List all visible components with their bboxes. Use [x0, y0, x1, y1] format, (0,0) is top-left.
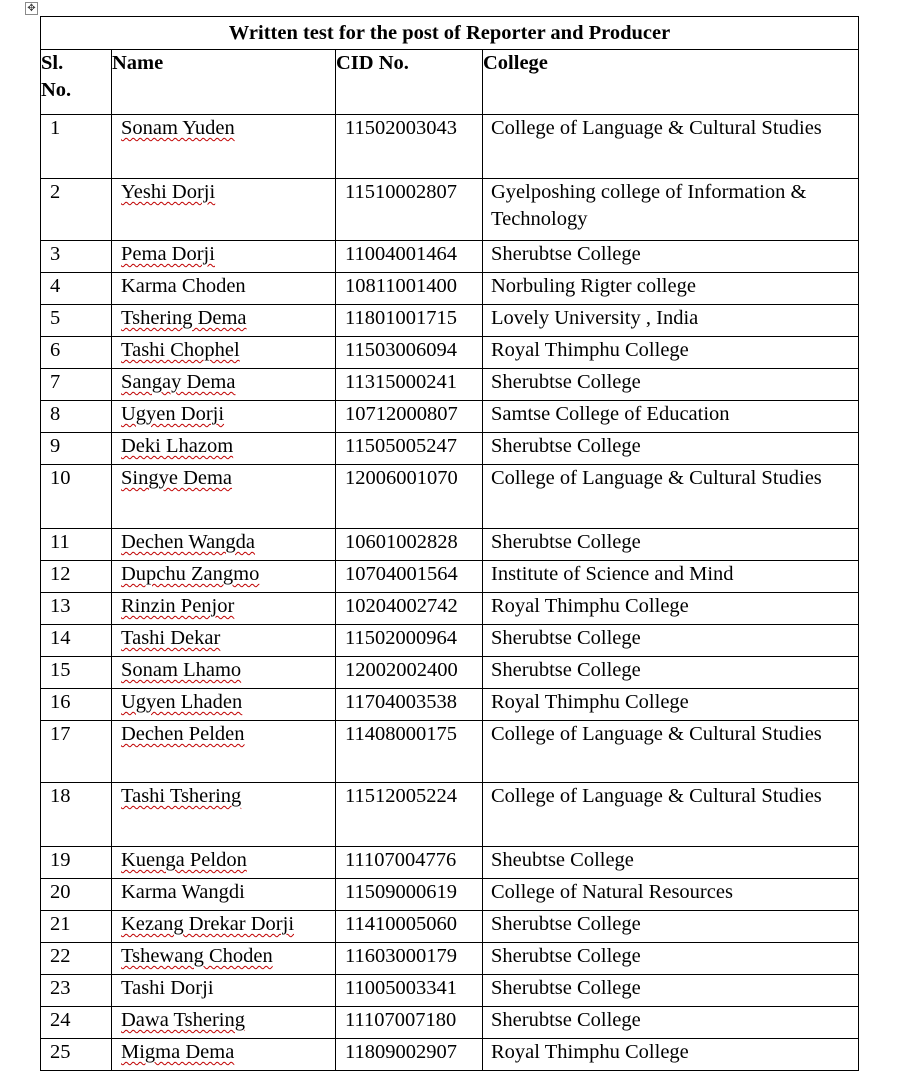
- row-cid: 11502000964: [336, 625, 483, 657]
- row-cid: 10204002742: [336, 593, 483, 625]
- table-row: [41, 433, 859, 465]
- row-college: Samtse College of Education: [483, 401, 859, 433]
- row-college: Royal Thimphu College: [483, 1039, 859, 1071]
- table-row: [41, 593, 859, 625]
- row-name: Tashi Tshering: [112, 783, 336, 847]
- row-college: College of Natural Resources: [483, 879, 859, 911]
- row-sl-no: 22: [41, 943, 112, 975]
- row-name: Karma Wangdi: [112, 879, 336, 911]
- row-name: Tashi Dekar: [112, 625, 336, 657]
- table-row: [41, 529, 859, 561]
- table-row: [41, 879, 859, 911]
- row-cid: 11801001715: [336, 305, 483, 337]
- table-row: [41, 975, 859, 1007]
- row-cid: 10811001400: [336, 273, 483, 305]
- row-sl-no: 4: [41, 273, 112, 305]
- table-row: [41, 1039, 859, 1071]
- row-sl-no: 14: [41, 625, 112, 657]
- row-cid: 11503006094: [336, 337, 483, 369]
- table-row: [41, 689, 859, 721]
- row-college: Royal Thimphu College: [483, 593, 859, 625]
- row-sl-no: 17: [41, 721, 112, 783]
- row-sl-no: 19: [41, 847, 112, 879]
- row-cid: 11005003341: [336, 975, 483, 1007]
- row-sl-no: 23: [41, 975, 112, 1007]
- row-name: Singye Dema: [112, 465, 336, 529]
- row-cid: 10712000807: [336, 401, 483, 433]
- row-cid: 11107004776: [336, 847, 483, 879]
- row-name: Pema Dorji: [112, 241, 336, 273]
- table-body: [41, 115, 859, 1071]
- row-name: Tashi Dorji: [112, 975, 336, 1007]
- row-sl-no: 16: [41, 689, 112, 721]
- candidate-table: [40, 16, 859, 1071]
- table-row: [41, 721, 859, 783]
- row-name: Kezang Drekar Dorji: [112, 911, 336, 943]
- row-college: Sherubtse College: [483, 911, 859, 943]
- table-row: [41, 401, 859, 433]
- table-row: [41, 911, 859, 943]
- table-row: [41, 241, 859, 273]
- row-college: Sheubtse College: [483, 847, 859, 879]
- row-name: Ugyen Dorji: [112, 401, 336, 433]
- row-cid: 12006001070: [336, 465, 483, 529]
- row-college: College of Language & Cultural Studies: [483, 115, 859, 179]
- row-cid: 11809002907: [336, 1039, 483, 1071]
- row-sl-no: 8: [41, 401, 112, 433]
- row-sl-no: 21: [41, 911, 112, 943]
- row-cid: 11502003043: [336, 115, 483, 179]
- row-name: Yeshi Dorji: [112, 179, 336, 241]
- row-name: Tshering Dema: [112, 305, 336, 337]
- row-sl-no: 5: [41, 305, 112, 337]
- header-sl-no: Sl. No.: [41, 50, 112, 115]
- table-title: Written test for the post of Reporter and Producer: [41, 17, 859, 50]
- row-college: Institute of Science and Mind: [483, 561, 859, 593]
- row-name: Tshewang Choden: [112, 943, 336, 975]
- row-sl-no: 12: [41, 561, 112, 593]
- row-sl-no: 15: [41, 657, 112, 689]
- row-college: Sherubtse College: [483, 625, 859, 657]
- row-sl-no: 6: [41, 337, 112, 369]
- row-name: Karma Choden: [112, 273, 336, 305]
- header-college: College: [483, 50, 859, 115]
- row-cid: 11603000179: [336, 943, 483, 975]
- table-row: [41, 561, 859, 593]
- row-sl-no: 3: [41, 241, 112, 273]
- row-cid: 11512005224: [336, 783, 483, 847]
- row-name: Dechen Wangda: [112, 529, 336, 561]
- row-name: Dupchu Zangmo: [112, 561, 336, 593]
- row-sl-no: 13: [41, 593, 112, 625]
- row-cid: 12002002400: [336, 657, 483, 689]
- row-name: Ugyen Lhaden: [112, 689, 336, 721]
- table-row: [41, 465, 859, 529]
- row-cid: 11509000619: [336, 879, 483, 911]
- table-row: [41, 179, 859, 241]
- row-cid: 10601002828: [336, 529, 483, 561]
- table-row: [41, 1007, 859, 1039]
- row-sl-no: 9: [41, 433, 112, 465]
- row-cid: 11408000175: [336, 721, 483, 783]
- row-name: Sonam Lhamo: [112, 657, 336, 689]
- row-college: Sherubtse College: [483, 433, 859, 465]
- row-sl-no: 18: [41, 783, 112, 847]
- header-cid: CID No.: [336, 50, 483, 115]
- row-name: Dawa Tshering: [112, 1007, 336, 1039]
- row-cid: 11505005247: [336, 433, 483, 465]
- row-sl-no: 2: [41, 179, 112, 241]
- row-sl-no: 11: [41, 529, 112, 561]
- row-college: Norbuling Rigter college: [483, 273, 859, 305]
- row-name: Rinzin Penjor: [112, 593, 336, 625]
- table-row: [41, 943, 859, 975]
- row-name: Deki Lhazom: [112, 433, 336, 465]
- table-row: [41, 657, 859, 689]
- table-row: [41, 305, 859, 337]
- header-name: Name: [112, 50, 336, 115]
- row-college: College of Language & Cultural Studies: [483, 783, 859, 847]
- row-cid: 11004001464: [336, 241, 483, 273]
- row-cid: 11315000241: [336, 369, 483, 401]
- row-college: College of Language & Cultural Studies: [483, 721, 859, 783]
- row-college: Sherubtse College: [483, 975, 859, 1007]
- row-sl-no: 10: [41, 465, 112, 529]
- row-name: Kuenga Peldon: [112, 847, 336, 879]
- row-college: Sherubtse College: [483, 241, 859, 273]
- row-sl-no: 20: [41, 879, 112, 911]
- row-college: Sherubtse College: [483, 369, 859, 401]
- row-cid: 11704003538: [336, 689, 483, 721]
- row-college: Sherubtse College: [483, 657, 859, 689]
- table-row: [41, 337, 859, 369]
- row-college: Sherubtse College: [483, 943, 859, 975]
- row-cid: 11107007180: [336, 1007, 483, 1039]
- row-name: Sangay Dema: [112, 369, 336, 401]
- table-row: [41, 369, 859, 401]
- row-sl-no: 1: [41, 115, 112, 179]
- row-cid: 10704001564: [336, 561, 483, 593]
- table-row: [41, 625, 859, 657]
- row-college: Sherubtse College: [483, 529, 859, 561]
- row-cid: 11510002807: [336, 179, 483, 241]
- table-row: [41, 847, 859, 879]
- row-college: College of Language & Cultural Studies: [483, 465, 859, 529]
- row-college: Lovely University , India: [483, 305, 859, 337]
- row-name: Migma Dema: [112, 1039, 336, 1071]
- table-move-handle-icon[interactable]: ✥: [25, 2, 38, 15]
- table-row: [41, 273, 859, 305]
- row-name: Tashi Chophel: [112, 337, 336, 369]
- row-sl-no: 7: [41, 369, 112, 401]
- row-name: Sonam Yuden: [112, 115, 336, 179]
- row-cid: 11410005060: [336, 911, 483, 943]
- header-row: [41, 50, 859, 115]
- row-sl-no: 25: [41, 1039, 112, 1071]
- row-name: Dechen Pelden: [112, 721, 336, 783]
- row-sl-no: 24: [41, 1007, 112, 1039]
- row-college: Gyelposhing college of Information & Technology: [483, 179, 859, 241]
- row-college: Sherubtse College: [483, 1007, 859, 1039]
- table-row: [41, 115, 859, 179]
- table-row: [41, 783, 859, 847]
- row-college: Royal Thimphu College: [483, 337, 859, 369]
- row-college: Royal Thimphu College: [483, 689, 859, 721]
